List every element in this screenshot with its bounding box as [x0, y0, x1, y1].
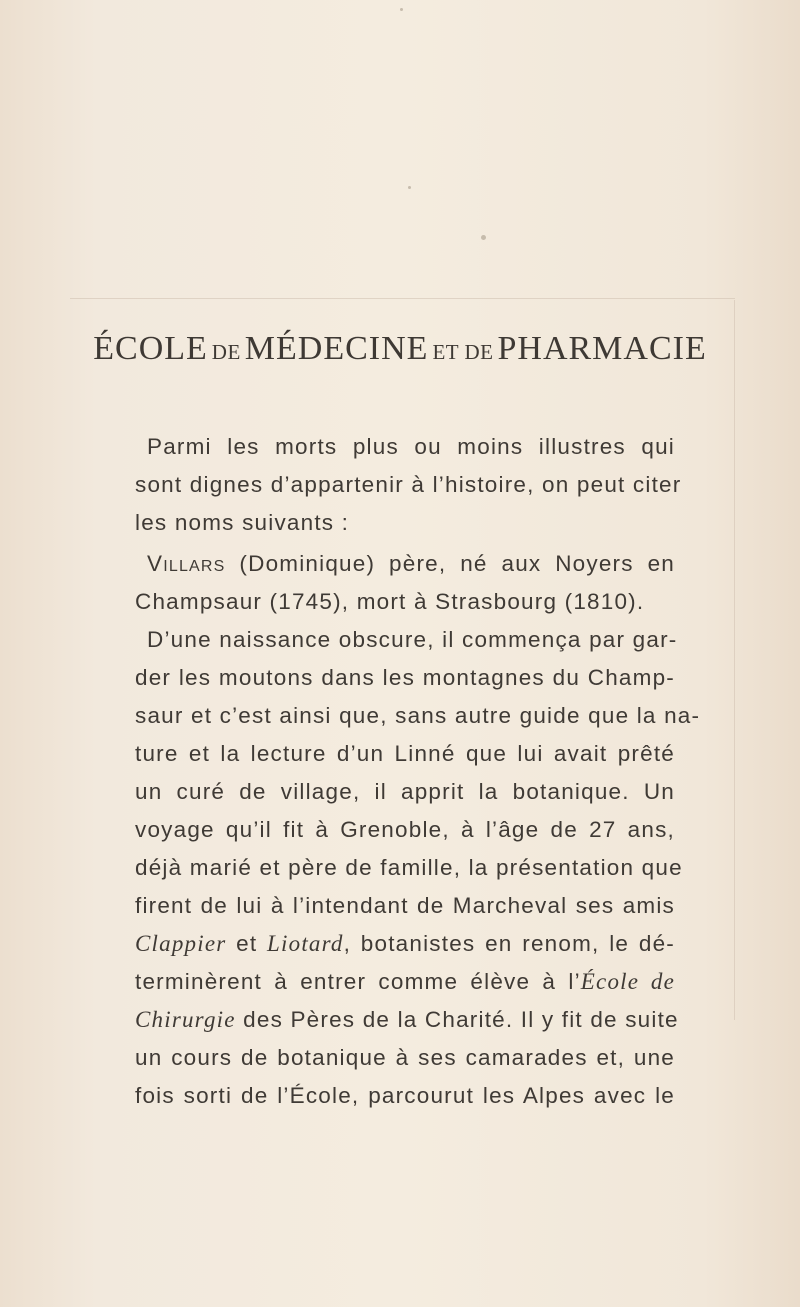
- faint-right-rule: [734, 300, 735, 1020]
- italic-chirurgie: Chirurgie: [135, 1007, 236, 1032]
- text-line: [135, 925, 675, 963]
- faint-top-rule: [70, 298, 735, 299]
- text-segment: des Pères de la Charité. Il y fit de suite: [235, 1007, 679, 1032]
- text-line: les noms suivants :: [135, 510, 350, 535]
- text-line: fois sorti de l’École, parcourut les Alpes avec le: [135, 1083, 675, 1108]
- person-name-villars: Villars: [147, 551, 226, 576]
- text-line: Parmi les morts plus ou moins illustres qui: [147, 434, 675, 459]
- text-line: firent de lui à l’intendant de Marcheval ses amis: [135, 893, 675, 918]
- text-segment: et: [226, 931, 268, 956]
- text-segment: , botanistes en renom, le dé-: [343, 931, 675, 956]
- title-pharmacie: PHARMACIE: [497, 330, 707, 367]
- text-line: saur et c’est ainsi que, sans autre guide que la na-: [135, 703, 701, 728]
- text-line: [135, 963, 675, 1001]
- text-segment: terminèrent à entrer comme élève à l’: [135, 969, 581, 994]
- title-ecole: ÉCOLE: [93, 330, 208, 367]
- text-line: déjà marié et père de famille, la présentation que: [135, 855, 683, 880]
- italic-name-liotard: Liotard: [267, 931, 344, 956]
- text-line: der les moutons dans les montagnes du Champ-: [135, 665, 675, 690]
- paper-speck: [481, 235, 486, 240]
- text-line: un cours de botanique à ses camarades et, une: [135, 1045, 675, 1070]
- title-connector-et-de: ET DE: [432, 340, 494, 364]
- villars-paragraph: [135, 545, 701, 1115]
- paper-speck: [400, 8, 403, 11]
- paper-speck: [408, 186, 411, 189]
- text-line: D’une naissance obscure, il commença par gar-: [147, 627, 678, 652]
- text-line: [135, 1001, 679, 1039]
- text-line: Champsaur (1745), mort à Strasbourg (1810).: [135, 589, 645, 614]
- title-medecine: MÉDECINE: [244, 330, 429, 367]
- text-line: [135, 545, 675, 583]
- italic-name-clappier: Clappier: [135, 931, 227, 956]
- text-line: sont dignes d’appartenir à l’histoire, on peut citer: [135, 472, 682, 497]
- intro-paragraph: [135, 428, 682, 542]
- text-line: voyage qu’il fit à Grenoble, à l’âge de 27 ans,: [135, 817, 675, 842]
- text-line: ture et la lecture d’un Linné que lui avait prêté: [135, 741, 675, 766]
- text-line: un curé de village, il apprit la botanique. Un: [135, 779, 675, 804]
- text-segment: (Dominique) père, né aux Noyers en: [225, 551, 675, 576]
- title-connector-de: DE: [211, 340, 241, 364]
- italic-ecole-de: École de: [580, 969, 675, 994]
- page-title: [0, 330, 800, 368]
